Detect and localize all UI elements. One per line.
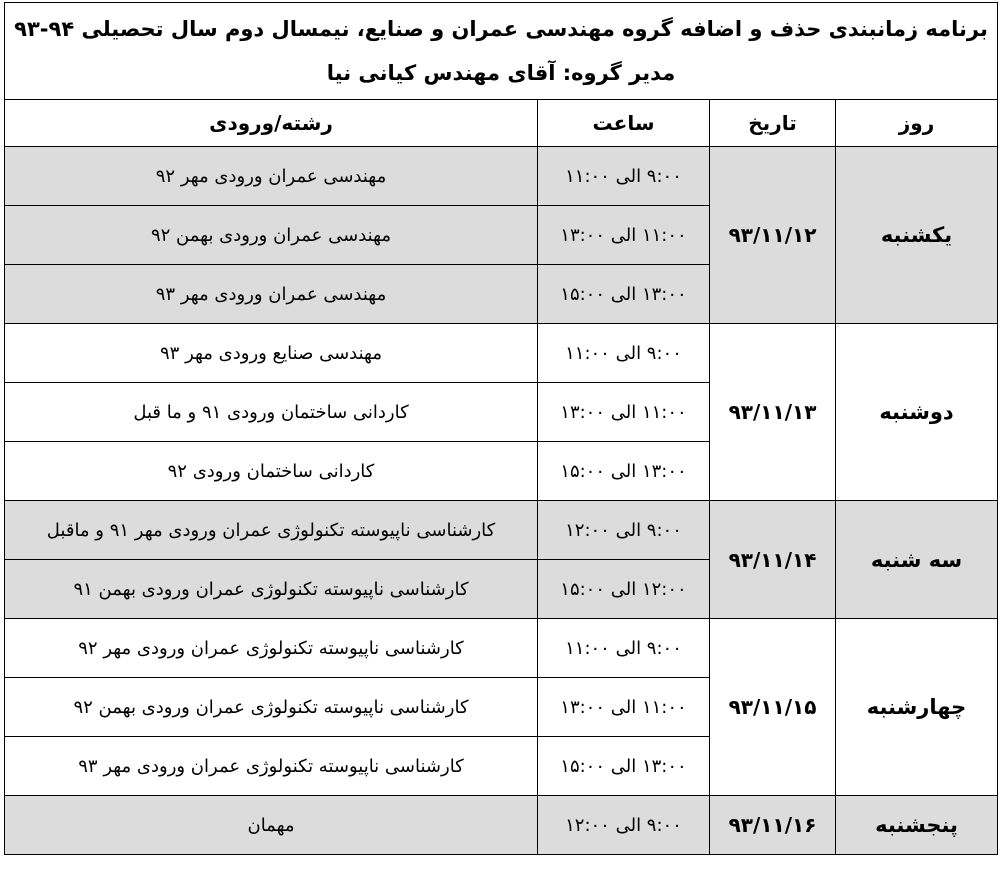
time-range: ۱۳:۰۰ الی ۱۵:۰۰	[560, 283, 687, 305]
schedule-table	[4, 2, 998, 855]
time-range: ۱۳:۰۰ الی ۱۵:۰۰	[560, 755, 687, 777]
time-cell	[538, 737, 710, 796]
header-row	[5, 100, 998, 147]
table-row	[5, 619, 998, 678]
program-cell: کارشناسی ناپیوسته تکنولوژی عمران ورودی مهر ۹۱ و ماقبل	[5, 501, 538, 560]
time-cell	[538, 324, 710, 383]
time-cell	[538, 206, 710, 265]
time-range: ۱۲:۰۰ الی ۱۵:۰۰	[560, 578, 687, 600]
time-range: ۹:۰۰ الی ۱۲:۰۰	[565, 814, 682, 836]
header-date: تاریخ	[710, 100, 836, 147]
document-title: برنامه زمانبندی حذف و اضافه گروه مهندسی عمران و صنایع، نیمسال دوم سال تحصیلی ۹۴-۹۳	[14, 17, 988, 41]
time-cell	[538, 619, 710, 678]
table-row	[5, 324, 998, 383]
title-row	[5, 3, 998, 100]
table-row	[5, 501, 998, 560]
program-cell: کاردانی ساختمان ورودی ۹۲	[5, 442, 538, 501]
program-cell: کاردانی ساختمان ورودی ۹۱ و ما قبل	[5, 383, 538, 442]
header-program: رشته/ورودی	[5, 100, 538, 147]
time-cell	[538, 383, 710, 442]
table-row	[5, 796, 998, 855]
time-range: ۹:۰۰ الی ۱۱:۰۰	[565, 342, 682, 364]
schedule-body	[5, 147, 998, 855]
day-cell: سه شنبه	[836, 501, 998, 619]
program-cell: کارشناسی ناپیوسته تکنولوژی عمران ورودی بهمن ۹۱	[5, 560, 538, 619]
group-manager-line: مدیر گروه: آقای مهندس کیانی نیا	[326, 61, 676, 85]
time-cell	[538, 678, 710, 737]
day-cell: پنجشنبه	[836, 796, 998, 855]
schedule-document	[4, 2, 997, 868]
time-range: ۱۱:۰۰ الی ۱۳:۰۰	[560, 224, 687, 246]
header-time: ساعت	[538, 100, 710, 147]
program-cell: مهندسی عمران ورودی مهر ۹۲	[5, 147, 538, 206]
day-cell: دوشنبه	[836, 324, 998, 501]
date-cell: ۹۳/۱۱/۱۴	[710, 501, 836, 619]
time-cell	[538, 442, 710, 501]
program-cell: کارشناسی ناپیوسته تکنولوژی عمران ورودی مهر ۹۳	[5, 737, 538, 796]
time-range: ۱۱:۰۰ الی ۱۳:۰۰	[560, 696, 687, 718]
day-cell: یکشنبه	[836, 147, 998, 324]
title-cell	[5, 3, 998, 100]
program-cell: کارشناسی ناپیوسته تکنولوژی عمران ورودی مهر ۹۲	[5, 619, 538, 678]
program-cell: مهندسی صنایع ورودی مهر ۹۳	[5, 324, 538, 383]
time-range: ۱۱:۰۰ الی ۱۳:۰۰	[560, 401, 687, 423]
table-row	[5, 147, 998, 206]
time-range: ۱۳:۰۰ الی ۱۵:۰۰	[560, 460, 687, 482]
time-range: ۹:۰۰ الی ۱۱:۰۰	[565, 165, 682, 187]
date-cell: ۹۳/۱۱/۱۳	[710, 324, 836, 501]
time-range: ۹:۰۰ الی ۱۲:۰۰	[565, 519, 682, 541]
time-cell	[538, 265, 710, 324]
program-cell: مهندسی عمران ورودی مهر ۹۳	[5, 265, 538, 324]
header-day: روز	[836, 100, 998, 147]
program-cell: مهندسی عمران ورودی بهمن ۹۲	[5, 206, 538, 265]
date-cell: ۹۳/۱۱/۱۶	[710, 796, 836, 855]
time-cell	[538, 560, 710, 619]
time-cell	[538, 147, 710, 206]
time-range: ۹:۰۰ الی ۱۱:۰۰	[565, 637, 682, 659]
day-cell: چهارشنبه	[836, 619, 998, 796]
date-cell: ۹۳/۱۱/۱۲	[710, 147, 836, 324]
date-cell: ۹۳/۱۱/۱۵	[710, 619, 836, 796]
program-cell: مهمان	[5, 796, 538, 855]
time-cell	[538, 796, 710, 855]
time-cell	[538, 501, 710, 560]
program-cell: کارشناسی ناپیوسته تکنولوژی عمران ورودی بهمن ۹۲	[5, 678, 538, 737]
